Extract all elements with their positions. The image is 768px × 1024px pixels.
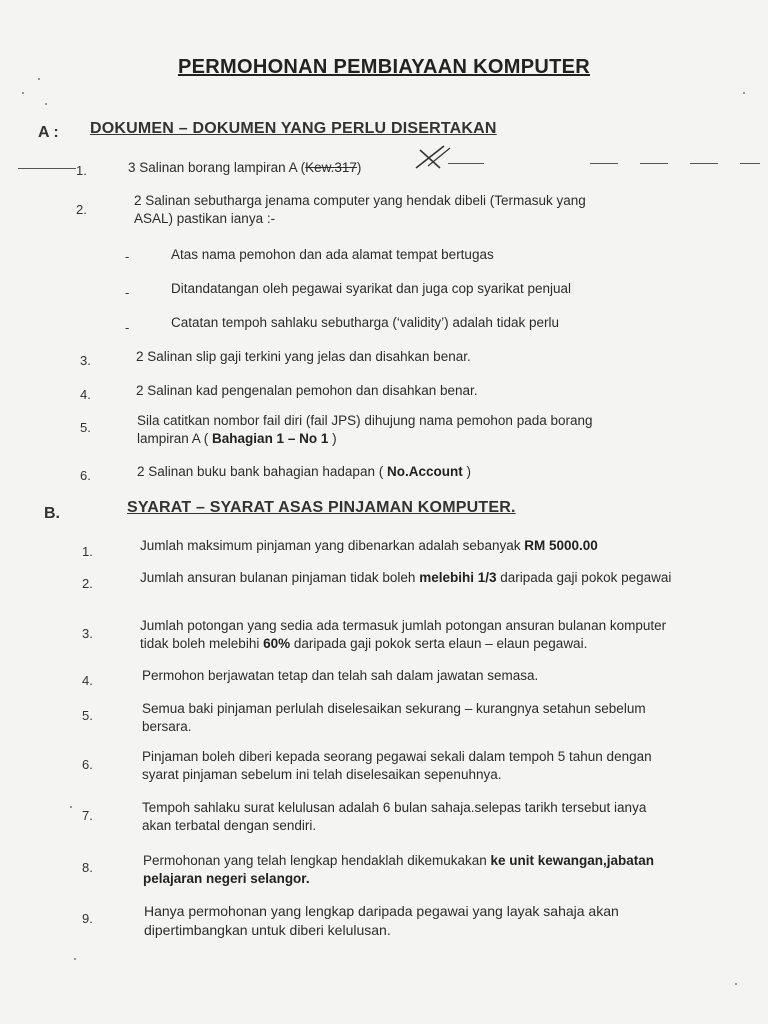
- b-item-3-line-2: [140, 635, 587, 653]
- a-item-6-pre: 2 Salinan buku bank bahagian hadapan (: [137, 464, 387, 479]
- b-item-3-line-2-bold: 60%: [263, 636, 291, 651]
- scan-speck: [735, 983, 737, 985]
- a-item-5-line-2-post: ): [328, 431, 337, 446]
- b-item-9-number: 9.: [82, 911, 93, 926]
- section-b-letter: B.: [44, 505, 60, 522]
- a-item-5-line-2-pre: lampiran A (: [137, 431, 213, 446]
- b-item-3-number: 3.: [82, 626, 93, 641]
- a-item-6-bold: No.Account: [386, 464, 463, 479]
- b-item-2-post: daripada gaji pokok pegawai: [496, 570, 672, 585]
- b-item-8-line-1: [143, 852, 654, 870]
- b-item-8-line-1-pre: Permohonan yang telah lengkap hendaklah dikemukakan: [143, 853, 491, 868]
- b-item-9-line-2: dipertimbangkan untuk diberi kelulusan.: [144, 922, 391, 938]
- a-item-4-text: 2 Salinan kad pengenalan pemohon dan disahkan benar.: [136, 383, 478, 398]
- section-b-heading: SYARAT – SYARAT ASAS PINJAMAN KOMPUTER.: [127, 499, 516, 516]
- b-item-1-pre: Jumlah maksimum pinjaman yang dibenarkan adalah sebanyak: [140, 538, 525, 553]
- b-item-5-line-1: Semua baki pinjaman perlulah diselesaikan sekurang – kurangnya setahun sebelum: [142, 701, 646, 716]
- a-item-3-text: 2 Salinan slip gaji terkini yang jelas dan disahkan benar.: [136, 349, 471, 364]
- b-item-3-line-2-post: daripada gaji pokok serta elaun – elaun pegawai.: [290, 636, 588, 651]
- b-item-9-line-1: Hanya permohonan yang lengkap daripada pegawai yang layak sahaja akan: [144, 903, 619, 919]
- bullet-2-mark: -: [125, 285, 130, 300]
- b-item-8-line-2-bold: pelajaran negeri selangor.: [143, 871, 310, 886]
- a-item-2-line-1: 2 Salinan sebutharga jenama computer yang hendak dibeli (Termasuk yang: [134, 193, 586, 208]
- a-item-3-number: 3.: [80, 353, 91, 368]
- bullet-3-mark: -: [125, 320, 130, 335]
- a-item-5-line-2-bold: Bahagian 1 – No 1: [212, 431, 329, 446]
- a-item-4-number: 4.: [80, 387, 91, 402]
- a-item-1-text: [128, 159, 361, 177]
- b-item-1-number: 1.: [82, 544, 93, 559]
- b-item-6-number: 6.: [82, 757, 93, 772]
- b-item-7-line-1: Tempoh sahlaku surat kelulusan adalah 6 bulan sahaja.selepas tarikh tersebut ianya: [142, 800, 647, 815]
- a-item-5-line-1: Sila catitkan nombor fail diri (fail JPS) dihujung nama pemohon pada borang: [137, 413, 593, 428]
- b-item-7-number: 7.: [82, 808, 93, 823]
- b-item-1-text: [140, 537, 598, 555]
- b-item-2-text: [140, 569, 671, 587]
- scan-speck: [38, 78, 40, 80]
- a-item-2-line-2: ASAL) pastikan ianya :-: [134, 211, 276, 226]
- scan-speck: [45, 103, 47, 105]
- a-item-5-line-2: [137, 430, 337, 448]
- b-item-7-line-2: akan terbatal dengan sendiri.: [142, 818, 317, 833]
- scan-speck: [22, 92, 24, 94]
- section-a-letter: A :: [38, 124, 59, 141]
- scan-line-left: [18, 168, 76, 169]
- b-item-3-line-1: Jumlah potongan yang sedia ada termasuk jumlah potongan ansuran bulanan komputer: [140, 618, 667, 633]
- b-item-6-line-2: syarat pinjaman sebelum ini telah diselesaikan sepenuhnya.: [142, 767, 502, 782]
- b-item-6-line-1: Pinjaman boleh diberi kepada seorang pegawai sekali dalam tempoh 5 tahun dengan: [142, 749, 652, 764]
- section-a-heading: DOKUMEN – DOKUMEN YANG PERLU DISERTAKAN: [90, 120, 497, 137]
- b-item-1-bold: RM 5000.00: [524, 538, 598, 553]
- scan-speck: [743, 92, 745, 94]
- handwritten-cross-mark: [410, 142, 454, 172]
- scan-line-far-right: [590, 163, 760, 164]
- a-item-6-post: ): [462, 464, 471, 479]
- b-item-2-bold: melebihi 1/3: [419, 570, 497, 585]
- a-item-2-bullet-1: Atas nama pemohon dan ada alamat tempat bertugas: [171, 247, 494, 262]
- b-item-2-pre: Jumlah ansuran bulanan pinjaman tidak boleh: [140, 570, 420, 585]
- a-item-6-number: 6.: [80, 468, 91, 483]
- b-item-2-number: 2.: [82, 576, 93, 591]
- b-item-5-line-2: bersara.: [142, 719, 192, 734]
- scan-speck: [70, 806, 72, 808]
- b-item-4-text: Permohon berjawatan tetap dan telah sah dalam jawatan semasa.: [142, 668, 539, 683]
- a-item-2-bullet-2: Ditandatangan oleh pegawai syarikat dan juga cop syarikat penjual: [171, 281, 572, 296]
- b-item-8-number: 8.: [82, 860, 93, 875]
- bullet-1-mark: -: [125, 249, 130, 264]
- a-item-1-suffix: ): [356, 160, 362, 175]
- a-item-1-struck: Kew.317: [305, 160, 357, 175]
- a-item-5-number: 5.: [80, 420, 91, 435]
- a-item-2-number: 2.: [76, 202, 87, 217]
- b-item-8-line-2: [143, 870, 310, 888]
- b-item-3-line-2-pre: tidak boleh melebihi: [140, 636, 264, 651]
- document-title: PERMOHONAN PEMBIAYAAN KOMPUTER: [177, 56, 590, 78]
- a-item-1-prefix: 3 Salinan borang lampiran A (: [128, 160, 306, 175]
- a-item-6-text: [137, 463, 471, 481]
- b-item-8-line-1-bold: ke unit kewangan,jabatan: [490, 853, 655, 868]
- b-item-5-number: 5.: [82, 708, 93, 723]
- a-item-2-bullet-3: Catatan tempoh sahlaku sebutharga (‘validity’) adalah tidak perlu: [171, 315, 559, 330]
- scan-speck: [74, 958, 76, 960]
- a-item-1-number: 1.: [76, 163, 87, 178]
- b-item-4-number: 4.: [82, 673, 93, 688]
